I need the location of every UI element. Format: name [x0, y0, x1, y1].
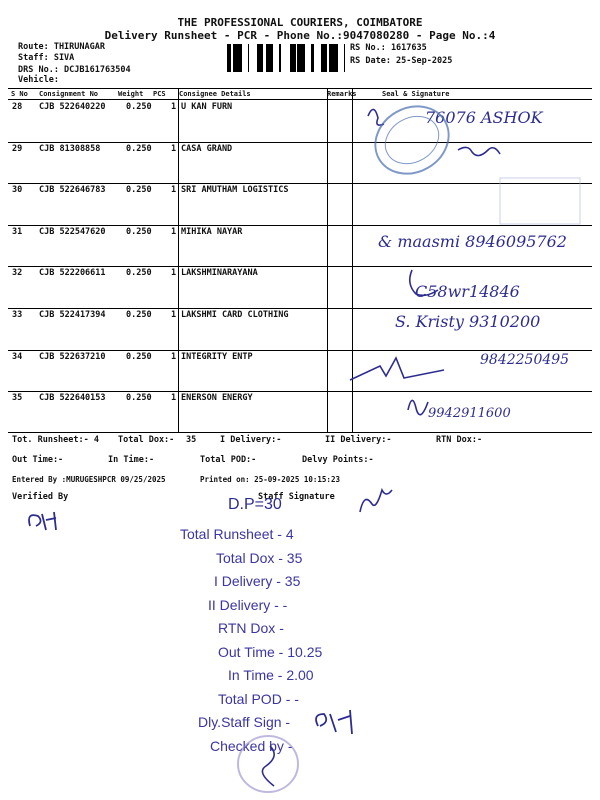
- col-consignment: Consignment No: [39, 90, 99, 98]
- signature-scribbles: [340, 88, 600, 433]
- row-consignment: CJB 522640153: [39, 393, 106, 404]
- row-sno: 33: [12, 310, 23, 320]
- row-sno: 30: [12, 185, 23, 196]
- row-consignee: ENERSON ENERGY: [181, 393, 253, 404]
- row-sno: 28: [12, 102, 23, 112]
- row-pcs: 1: [171, 268, 177, 279]
- row-pcs: 1: [171, 310, 177, 320]
- row-sno: 34: [12, 351, 23, 362]
- drs-number: DRS No.: DCJB161763504: [18, 65, 131, 75]
- printed-on: Printed on: 25-09-2025 10:15:23: [200, 475, 340, 484]
- row-pcs: 1: [171, 351, 177, 362]
- company-seal: [363, 93, 461, 186]
- row-pcs: 1: [171, 393, 177, 404]
- row-pcs: 1: [171, 143, 177, 154]
- row-weight: 0.250: [126, 226, 152, 237]
- barcode: [227, 44, 347, 72]
- staff-initials: [356, 482, 396, 518]
- scribble-29: [458, 147, 500, 155]
- row-consignee: U KAN FURN: [181, 102, 233, 112]
- row-consignee: LAKSHMI CARD CLOTHING: [181, 310, 289, 320]
- col-weight: Weight: [118, 90, 144, 98]
- rs-number: RS No.: 1617635: [350, 43, 427, 53]
- signature-row-31: & maasmi 8946095762: [378, 232, 567, 251]
- row-consignee: LAKSHMINARAYANA: [181, 268, 258, 279]
- col-seal: Seal & Signature: [382, 90, 450, 98]
- row-sno: 31: [12, 226, 23, 237]
- row-consignment: CJB 522637210: [39, 351, 106, 362]
- row-consignee: SRI AMUTHAM LOGISTICS: [181, 185, 289, 196]
- round-stamp-bottom: [230, 726, 310, 796]
- scribble-32: [410, 270, 438, 295]
- signature-row-34: 9842250495: [480, 352, 570, 368]
- row-consignment: CJB 81308858: [39, 143, 101, 154]
- col-sno: S No: [11, 90, 28, 98]
- row-weight: 0.250: [126, 310, 152, 320]
- tot-runsheet: Tot. Runsheet:- 4: [12, 435, 99, 445]
- delvy-points: Delvy Points:-: [302, 455, 374, 465]
- row-consignee: CASA GRAND: [181, 143, 233, 154]
- scribble-35: [408, 400, 428, 414]
- row-consignment: CJB 522646783: [39, 185, 106, 196]
- stamp-line: II Delivery - -: [208, 596, 288, 613]
- row-weight: 0.250: [126, 185, 152, 196]
- signature-row-28: 76076 ASHOK: [425, 108, 543, 127]
- faint-stamp: [500, 178, 580, 224]
- row-consignee: MIHIKA NAYAR: [181, 226, 243, 237]
- signature-row-32: C58wr14846: [415, 282, 520, 301]
- in-time: In Time:-: [108, 455, 155, 465]
- row-weight: 0.250: [126, 102, 152, 112]
- checked-initials: [310, 700, 370, 756]
- row-consignment: CJB 522417394: [39, 310, 106, 320]
- vehicle: Vehicle:: [18, 75, 59, 85]
- stamp-line: Total Dox - 35: [216, 549, 303, 566]
- verified-by: Verified By: [12, 492, 69, 502]
- col-pcs: PCS: [153, 90, 166, 98]
- stamp-line: I Delivery - 35: [214, 573, 301, 589]
- staff-signature: Staff Signature: [258, 492, 335, 502]
- stamp-line: Checked by -: [210, 737, 293, 754]
- out-time: Out Time:-: [12, 455, 64, 465]
- signature-row-35: 9942911600: [428, 406, 511, 421]
- row-sno: 32: [12, 268, 23, 279]
- entered-by: Entered By :MURUGESHPCR 09/25/2025: [12, 475, 166, 484]
- route: Route: THIRUNAGAR: [18, 42, 105, 52]
- signature-row-33: S. Kristy 9310200: [395, 312, 541, 331]
- row-weight: 0.250: [126, 268, 152, 279]
- row-pcs: 1: [171, 226, 177, 237]
- ii-delivery: II Delivery:-: [325, 435, 392, 445]
- row-pcs: 1: [171, 102, 177, 112]
- col-consignee: Consignee Details: [179, 90, 251, 98]
- i-delivery: I Delivery:-: [220, 435, 282, 445]
- total-dox-value: 35: [186, 435, 197, 445]
- row-weight: 0.250: [126, 143, 152, 154]
- stamp-line: Dly.Staff Sign -: [198, 714, 291, 730]
- scribble-34: [350, 358, 444, 380]
- row-sno: 35: [12, 393, 23, 404]
- rtn-dox: RTN Dox:-: [436, 435, 483, 445]
- stamp-line: RTN Dox -: [218, 620, 284, 636]
- row-pcs: 1: [171, 185, 177, 196]
- stamp-line: Total Runsheet - 4: [180, 526, 294, 542]
- row-consignment: CJB 522547620: [39, 226, 106, 237]
- runsheet-subtitle: Delivery Runsheet - PCR - Phone No.:9047080280 - Page No.:4: [104, 29, 496, 42]
- row-sno: 29: [12, 143, 23, 154]
- company-name: THE PROFESSIONAL COURIERS, COIMBATORE: [177, 16, 423, 29]
- rs-date: RS Date: 25-Sep-2025: [350, 56, 453, 66]
- total-dox-label: Total Dox:-: [118, 435, 175, 445]
- stamp-line: Total POD - -: [218, 690, 299, 707]
- total-pod: Total POD:-: [200, 455, 257, 465]
- verified-initials: [24, 506, 84, 536]
- col-remarks: Remarks: [327, 90, 357, 98]
- row-consignment: CJB 522640220: [39, 102, 106, 112]
- stamp-line: Out Time - 10.25: [218, 643, 323, 660]
- row-consignment: CJB 522206611: [39, 268, 106, 279]
- staff: Staff: SIVA: [18, 53, 75, 63]
- row-weight: 0.250: [126, 393, 152, 404]
- row-weight: 0.250: [126, 351, 152, 362]
- stamp-line: In Time - 2.00: [228, 667, 314, 683]
- dp-note: D.P=30: [228, 496, 282, 513]
- row-consignee: INTEGRITY ENTP: [181, 351, 253, 362]
- scribble-28: [368, 109, 384, 125]
